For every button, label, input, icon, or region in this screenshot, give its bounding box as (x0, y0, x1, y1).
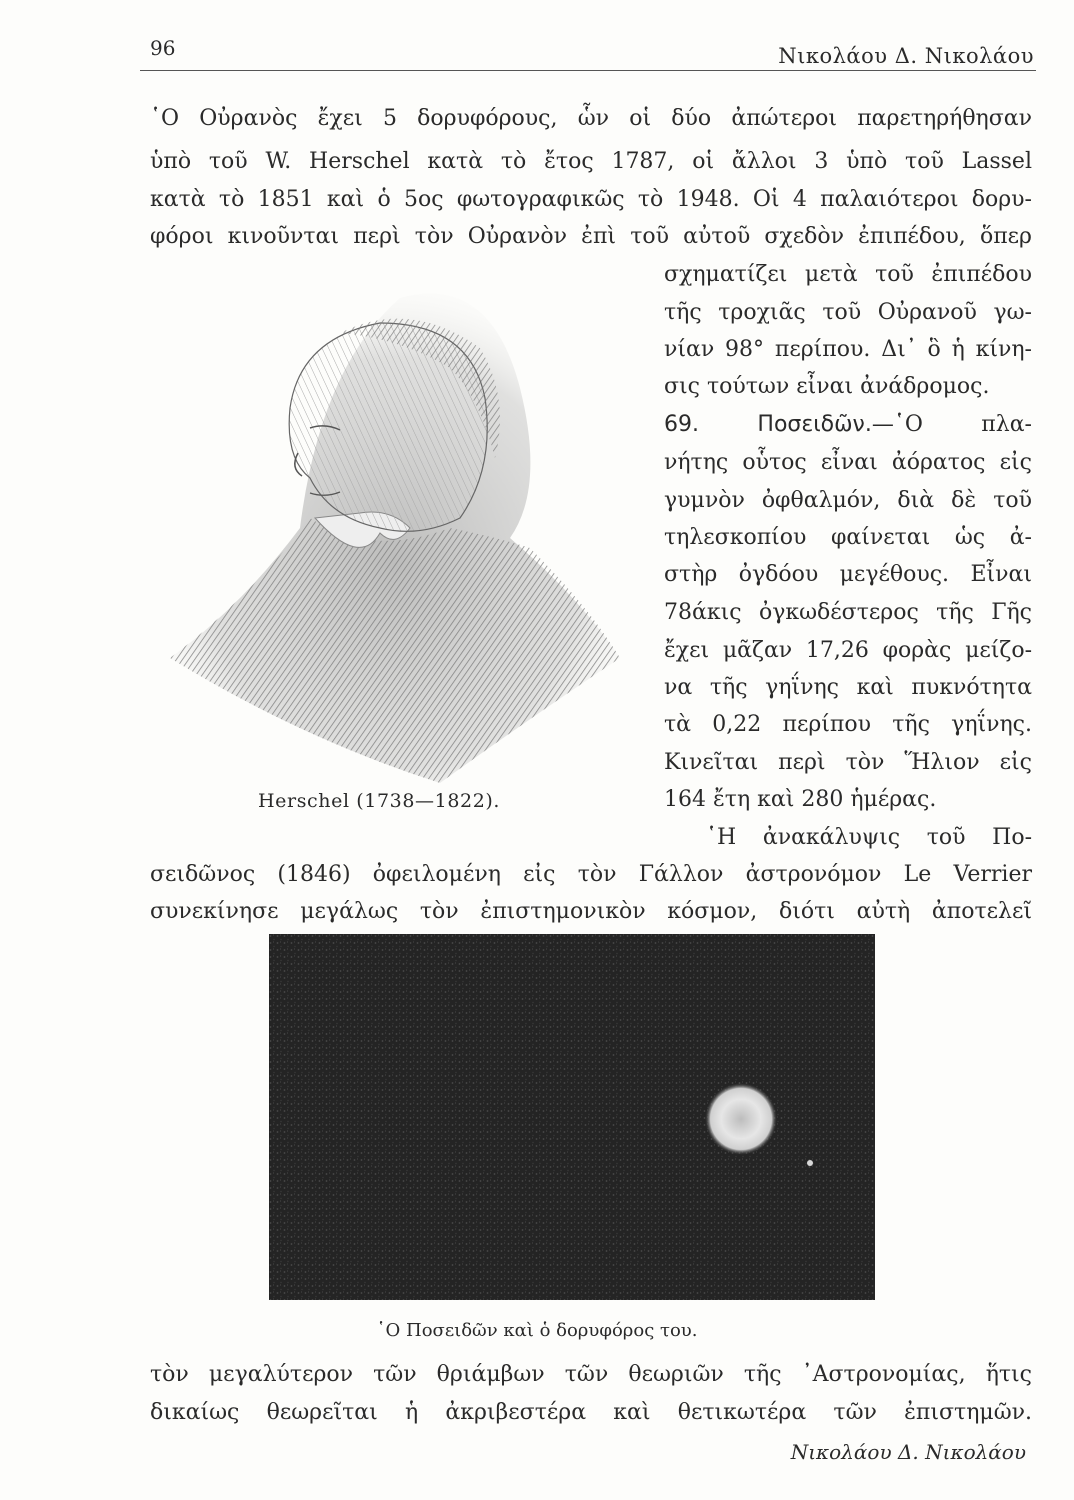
body-line: κατὰ τὸ 1851 καὶ ὁ 5ος φωτογραφικῶς τὸ 1948. Οἱ 4 παλαιότεροι δορυ- (150, 187, 1032, 212)
body-line: 164 ἔτη καὶ 280 ἡμέρας. (664, 787, 937, 812)
portrait-caption: Herschel (1738—1822). (258, 790, 501, 812)
body-line: συνεκίνησε μεγάλως τὸν ἐπιστημονικὸν κόσμον, διότι αὐτὴ ἀποτελεῖ (150, 899, 1032, 924)
neptune-photo (269, 934, 875, 1300)
body-line: γυμνὸν ὀφθαλμόν, διὰ δὲ τοῦ (664, 488, 1032, 513)
section-heading: 69. Ποσειδῶν. (664, 412, 872, 437)
body-line: φόροι κινοῦνται περὶ τὸν Οὐρανὸν ἐπὶ τοῦ αὐτοῦ σχεδὸν ἐπιπέδου, ὅπερ (150, 224, 1032, 249)
body-line: νήτης οὗτος εἶναι ἀόρατος εἰς (664, 450, 1032, 475)
body-line: σειδῶνος (1846) ὀφειλομένη εἰς τὸν Γάλλον ἀστρονόμον Le Verrier (150, 862, 1032, 887)
body-line: ἔχει μᾶζαν 17,26 φορὰς μείζο- (664, 638, 1032, 663)
body-line: τὰ 0,22 περίπου τῆς γηΐνης. (664, 712, 1032, 737)
section-heading-rest: —῾Ο πλα- (871, 412, 1032, 437)
body-line: τηλεσκοπίου φαίνεται ὡς ἀ- (664, 525, 1032, 550)
body-line: ῾Ο Οὐρανὸς ἔχει 5 δορυφόρους, ὧν οἱ δύο ἀπώτεροι παρετηρήθησαν (150, 106, 1032, 131)
body-line: ὑπὸ τοῦ W. Herschel κατὰ τὸ ἔτος 1787, οἱ ἄλλοι 3 ὑπὸ τοῦ Lassel (150, 149, 1032, 174)
running-head: Νικολάου Δ. Νικολάου (778, 44, 1034, 68)
header-rule (140, 70, 1036, 71)
body-line: να τῆς γηΐνης καὶ πυκνότητα (664, 675, 1032, 700)
body-line: τὸν μεγαλύτερον τῶν θριάμβων τῶν θεωριῶν τῆς ᾽Αστρονομίας, ἥτις (150, 1362, 1032, 1387)
body-line: στὴρ ὀγδόου μεγέθους. Εἶναι (664, 562, 1032, 587)
body-line: σις τούτων εἶναι ἀνάδρομος. (664, 374, 990, 399)
herschel-portrait (150, 278, 630, 788)
body-line: ῾Η ἀνακάλυψις τοῦ Πο- (706, 825, 1032, 850)
body-line: δικαίως θεωρεῖται ἡ ἀκριβεστέρα καὶ θετικωτέρα τῶν ἐπιστημῶν. (150, 1400, 1032, 1425)
body-line: τῆς τροχιᾶς τοῦ Οὐρανοῦ γω- (664, 300, 1032, 325)
page-number: 96 (150, 36, 176, 60)
signature: Νικολάου Δ. Νικολάου (790, 1440, 1026, 1464)
photo-caption: ῾Ο Ποσειδῶν καὶ ὁ δορυφόρος του. (376, 1320, 698, 1341)
body-line: σχηματίζει μετὰ τοῦ ἐπιπέδου (664, 262, 1032, 287)
section-heading-line (664, 414, 1032, 436)
triton-satellite (807, 1160, 813, 1166)
neptune-planet (705, 1083, 777, 1155)
neptune-photo-graphic (269, 934, 875, 1300)
body-line: νίαν 98° περίπου. Δι᾽ ὃ ἡ κίνη- (664, 337, 1032, 362)
body-line: 78άκις ὀγκωδέστερος τῆς Γῆς (664, 600, 1032, 625)
body-line: Κινεῖται περὶ τὸν Ἥλιον εἰς (664, 750, 1032, 775)
